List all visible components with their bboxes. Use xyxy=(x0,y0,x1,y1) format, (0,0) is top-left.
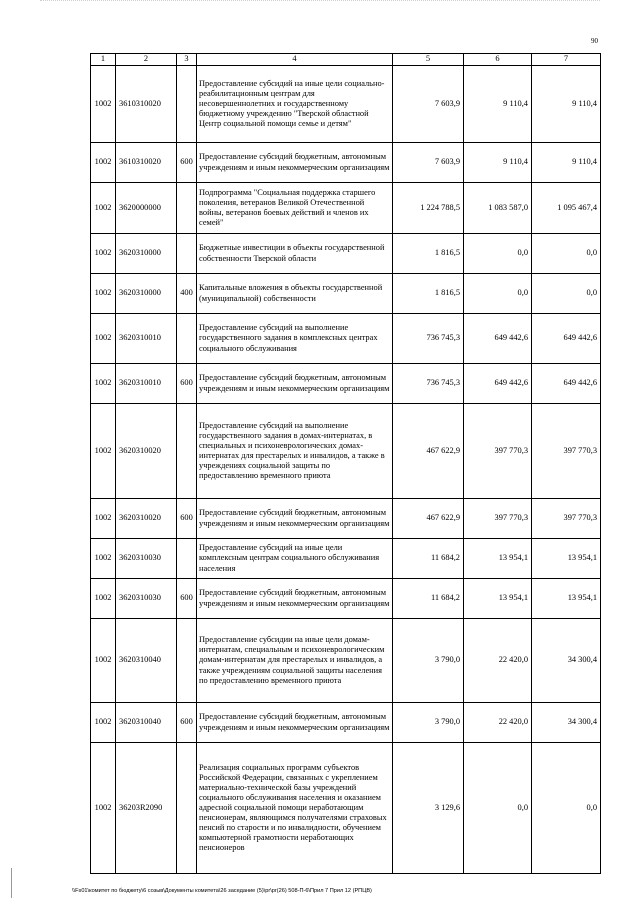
table-row xyxy=(91,703,601,743)
cell-description: Капитальные вложения в объекты государственной (муниципальной) собственности xyxy=(197,274,393,314)
cell-v2016: 9 110,4 xyxy=(532,143,601,183)
cell-v2014: 11 684,2 xyxy=(393,539,464,579)
cell-code: 3610310020 xyxy=(116,143,177,183)
cell-description: Предоставление субсидий бюджетным, автономным учреждениям и иным некоммерческим организациям xyxy=(197,364,393,404)
cell-v2016: 649 442,6 xyxy=(532,364,601,404)
cell-type xyxy=(177,539,197,579)
cell-v2015: 649 442,6 xyxy=(464,364,532,404)
cell-description: Предоставление субсидий на выполнение государственного задания в домах-интернатах, в специальных и психоневрологических домах-интернатах для престарелых и инвалидов, а также в учреждениях социальной защиты по предоставлению временного приюта xyxy=(197,404,393,499)
cell-v2014: 736 745,3 xyxy=(393,314,464,364)
cell-description: Реализация социальных программ субъектов Российской Федерации, связанных с укреплением материально-технической базы учреждений социального обслуживания населения и оказанием адресной социальной помощи неработающим пенсионерам, являющимся получателями страховых пенсий по старости и по инвалидности, обучением компьютерной грамотности неработающих пенсионеров xyxy=(197,743,393,874)
table-row xyxy=(91,66,601,143)
cell-v2016: 397 770,3 xyxy=(532,499,601,539)
cell-section: 1002 xyxy=(91,274,116,314)
cell-v2014: 3 790,0 xyxy=(393,619,464,703)
column-header: 4 xyxy=(197,54,393,66)
cell-v2016: 1 095 467,4 xyxy=(532,183,601,234)
cell-v2015: 22 420,0 xyxy=(464,619,532,703)
cell-type xyxy=(177,743,197,874)
cell-v2015: 0,0 xyxy=(464,274,532,314)
cell-code: 3620310020 xyxy=(116,499,177,539)
column-header: 1 xyxy=(91,54,116,66)
cell-v2014: 467 622,9 xyxy=(393,499,464,539)
cell-v2015: 397 770,3 xyxy=(464,404,532,499)
cell-code: 3620310000 xyxy=(116,274,177,314)
cell-v2014: 7 603,9 xyxy=(393,143,464,183)
cell-code: 3620310000 xyxy=(116,234,177,274)
cell-section: 1002 xyxy=(91,703,116,743)
cell-v2014: 11 684,2 xyxy=(393,579,464,619)
cell-code: 36203R2090 xyxy=(116,743,177,874)
cell-type: 400 xyxy=(177,274,197,314)
footer-file-path: \\Fs01\комитет по бюджету\6 созыв\Документы комитета\26 заседание (5)\pr\pr(26) 508-П-6\Прил 7 Прил 12 (РПЦВ) xyxy=(72,888,372,894)
cell-section: 1002 xyxy=(91,66,116,143)
cell-v2016: 0,0 xyxy=(532,743,601,874)
cell-section: 1002 xyxy=(91,143,116,183)
cell-v2015: 0,0 xyxy=(464,234,532,274)
cell-code: 3620310040 xyxy=(116,619,177,703)
cell-code: 3620310010 xyxy=(116,364,177,404)
table-row xyxy=(91,404,601,499)
column-header: 3 xyxy=(177,54,197,66)
cell-v2016: 649 442,6 xyxy=(532,314,601,364)
cell-section: 1002 xyxy=(91,364,116,404)
cell-type xyxy=(177,234,197,274)
cell-v2016: 13 954,1 xyxy=(532,539,601,579)
cell-code: 3610310020 xyxy=(116,66,177,143)
cell-description: Предоставление субсидий бюджетным, автономным учреждениям и иным некоммерческим организациям xyxy=(197,579,393,619)
cell-v2014: 1 224 788,5 xyxy=(393,183,464,234)
cell-v2015: 9 110,4 xyxy=(464,66,532,143)
cell-type: 600 xyxy=(177,143,197,183)
cell-type: 600 xyxy=(177,364,197,404)
scan-margin-line xyxy=(11,868,12,898)
cell-description: Предоставление субсидий бюджетным, автономным учреждениям и иным некоммерческим организациям xyxy=(197,703,393,743)
cell-type xyxy=(177,619,197,703)
cell-section: 1002 xyxy=(91,314,116,364)
cell-v2014: 3 129,6 xyxy=(393,743,464,874)
cell-type xyxy=(177,66,197,143)
column-header: 7 xyxy=(532,54,601,66)
cell-v2016: 13 954,1 xyxy=(532,579,601,619)
cell-description: Предоставление субсидий на иные цели комплексным центрам социального обслуживания населения xyxy=(197,539,393,579)
cell-code: 3620310040 xyxy=(116,703,177,743)
table-row xyxy=(91,619,601,703)
table-row xyxy=(91,499,601,539)
table-row xyxy=(91,234,601,274)
cell-description: Бюджетные инвестиции в объекты государственной собственности Тверской области xyxy=(197,234,393,274)
table-row xyxy=(91,364,601,404)
header-row xyxy=(91,54,601,66)
cell-description: Предоставление субсидий бюджетным, автономным учреждениям и иным некоммерческим организациям xyxy=(197,143,393,183)
cell-v2015: 649 442,6 xyxy=(464,314,532,364)
cell-v2014: 3 790,0 xyxy=(393,703,464,743)
table-row xyxy=(91,743,601,874)
cell-v2016: 34 300,4 xyxy=(532,619,601,703)
cell-section: 1002 xyxy=(91,499,116,539)
cell-v2015: 0,0 xyxy=(464,743,532,874)
column-header: 6 xyxy=(464,54,532,66)
table-row xyxy=(91,183,601,234)
cell-v2016: 9 110,4 xyxy=(532,66,601,143)
cell-v2016: 34 300,4 xyxy=(532,703,601,743)
cell-v2015: 9 110,4 xyxy=(464,143,532,183)
column-header: 5 xyxy=(393,54,464,66)
cell-v2014: 1 816,5 xyxy=(393,274,464,314)
cell-type xyxy=(177,314,197,364)
cell-description: Предоставление субсидий на иные цели социально-реабилитационным центрам для несовершеннолетних и государственному бюджетному учреждению "Тверской областной Центр социальной помощи семье и детям" xyxy=(197,66,393,143)
cell-type xyxy=(177,183,197,234)
cell-type: 600 xyxy=(177,499,197,539)
table-row xyxy=(91,314,601,364)
cell-description: Предоставление субсидий на выполнение государственного задания в комплексных центрах социального обслуживания xyxy=(197,314,393,364)
cell-section: 1002 xyxy=(91,234,116,274)
budget-table xyxy=(90,53,601,874)
scan-edge-artifact xyxy=(40,0,600,9)
cell-code: 3620310030 xyxy=(116,539,177,579)
table-row xyxy=(91,143,601,183)
cell-v2014: 1 816,5 xyxy=(393,234,464,274)
cell-section: 1002 xyxy=(91,183,116,234)
page-number: 90 xyxy=(591,37,598,45)
cell-code: 3620310030 xyxy=(116,579,177,619)
cell-type xyxy=(177,404,197,499)
cell-v2014: 7 603,9 xyxy=(393,66,464,143)
cell-code: 3620310010 xyxy=(116,314,177,364)
cell-section: 1002 xyxy=(91,539,116,579)
cell-v2015: 22 420,0 xyxy=(464,703,532,743)
cell-section: 1002 xyxy=(91,619,116,703)
cell-v2014: 736 745,3 xyxy=(393,364,464,404)
cell-code: 3620000000 xyxy=(116,183,177,234)
cell-v2015: 13 954,1 xyxy=(464,579,532,619)
cell-v2015: 13 954,1 xyxy=(464,539,532,579)
cell-section: 1002 xyxy=(91,579,116,619)
cell-v2015: 1 083 587,0 xyxy=(464,183,532,234)
cell-section: 1002 xyxy=(91,743,116,874)
table-row xyxy=(91,539,601,579)
cell-description: Предоставление субсидий бюджетным, автономным учреждениям и иным некоммерческим организациям xyxy=(197,499,393,539)
cell-v2015: 397 770,3 xyxy=(464,499,532,539)
cell-description: Предоставление субсидии на иные цели домам-интернатам, специальным и психоневрологическим домам-интернатам для престарелых и инвалидов, а также учреждениям социальной защиты населения по предоставлению временного приюта xyxy=(197,619,393,703)
cell-section: 1002 xyxy=(91,404,116,499)
cell-v2016: 397 770,3 xyxy=(532,404,601,499)
cell-type: 600 xyxy=(177,703,197,743)
cell-v2016: 0,0 xyxy=(532,274,601,314)
cell-type: 600 xyxy=(177,579,197,619)
table-row xyxy=(91,579,601,619)
cell-description: Подпрограмма "Социальная поддержка старшего поколения, ветеранов Великой Отечественной войны, ветеранов боевых действий и членов их семей" xyxy=(197,183,393,234)
column-header: 2 xyxy=(116,54,177,66)
cell-v2014: 467 622,9 xyxy=(393,404,464,499)
cell-v2016: 0,0 xyxy=(532,234,601,274)
cell-code: 3620310020 xyxy=(116,404,177,499)
table-row xyxy=(91,274,601,314)
